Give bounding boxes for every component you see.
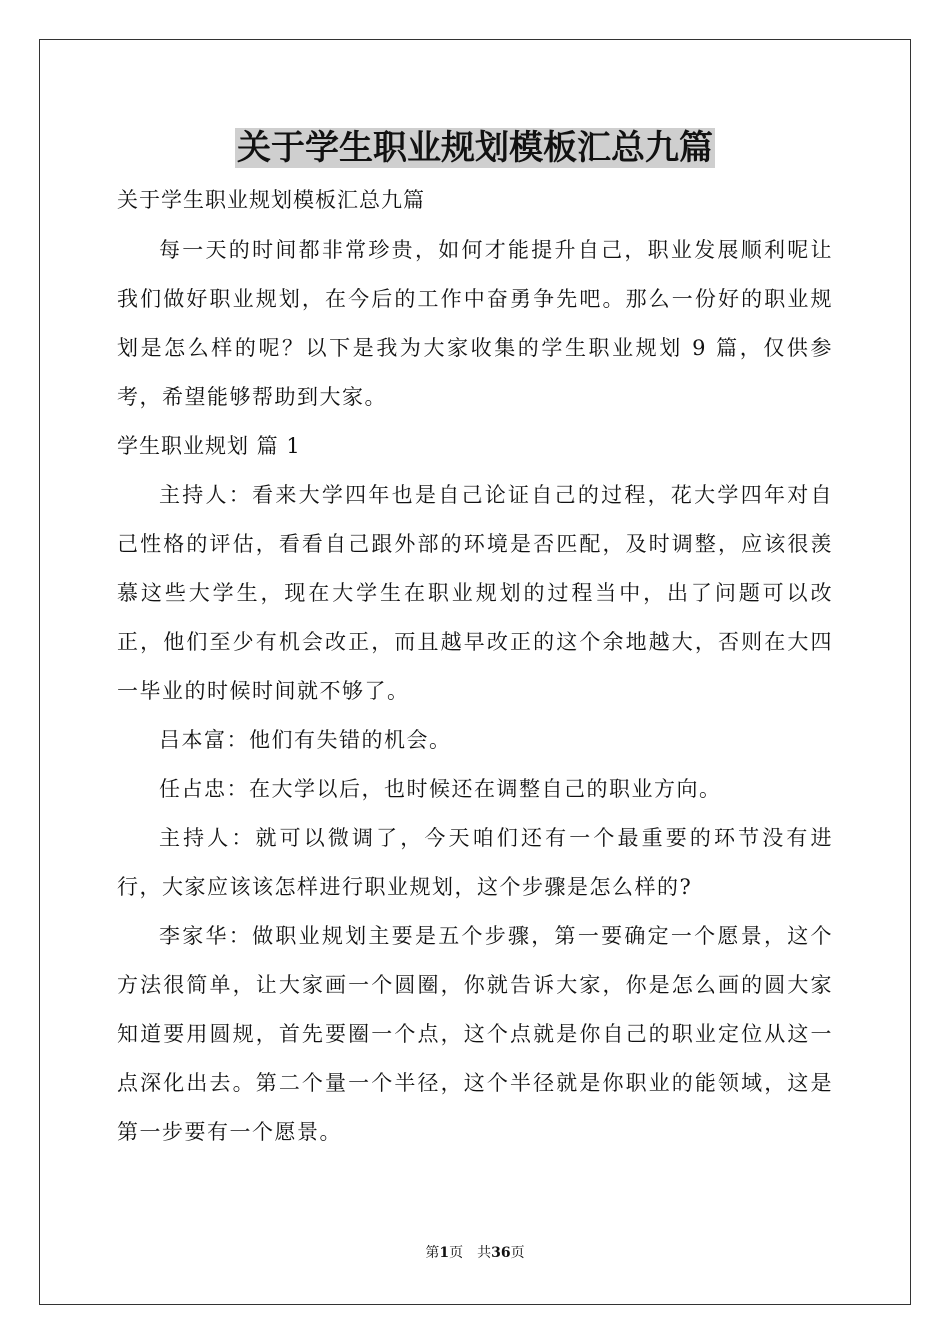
paragraph: 主持人：就可以微调了，今天咱们还有一个最重要的环节没有进行，大家应该该怎样进行职业规划，这个步骤是怎么样的? xyxy=(117,826,833,899)
footer-suffix: 页 xyxy=(510,1245,525,1261)
footer-prefix: 第 xyxy=(425,1245,440,1261)
document-subtitle: 关于学生职业规划模板汇总九篇 xyxy=(117,188,425,212)
page-footer xyxy=(0,1243,950,1263)
paragraph: 主持人：看来大学四年也是自己论证自己的过程，花大学四年对自己性格的评估，看看自己跟外部的环境是否匹配，及时调整，应该很羡慕这些大学生，现在大学生在职业规划的过程当中，出了问题可以改正，他们至少有机会改正，而且越早改正的这个余地越大，否则在大四一毕业的时候时间就不够了。 xyxy=(117,483,833,703)
footer-mid: 页 共 xyxy=(449,1245,492,1261)
paragraph: 李家华：做职业规划主要是五个步骤，第一要确定一个愿景，这个方法很简单，让大家画一个圆圈，你就告诉大家，你是怎么画的圆大家知道要用圆规，首先要圈一个点，这个点就是你自己的职业定位从这一点深化出去。第二个量一个半径，这个半径就是你职业的能领域，这是第一步要有一个愿景。 xyxy=(117,924,833,1144)
document-title-text: 关于学生职业规划模板汇总九篇 xyxy=(237,128,713,168)
footer-page-current: 1 xyxy=(439,1245,450,1261)
document-body xyxy=(117,226,833,1157)
footer-page-total: 36 xyxy=(491,1245,511,1261)
section-heading: 学生职业规划 篇 1 xyxy=(117,434,301,458)
document-title xyxy=(0,122,950,174)
paragraph: 每一天的时间都非常珍贵，如何才能提升自己，职业发展顺利呢让我们做好职业规划，在今后的工作中奋勇争先吧。那么一份好的职业规划是怎么样的呢？以下是我为大家收集的学生职业规划 9 篇，仅供参考，希望能够帮助到大家。 xyxy=(117,238,833,409)
paragraph: 吕本富：他们有失错的机会。 xyxy=(159,728,452,752)
paragraph: 任占忠：在大学以后，也时候还在调整自己的职业方向。 xyxy=(159,777,722,801)
